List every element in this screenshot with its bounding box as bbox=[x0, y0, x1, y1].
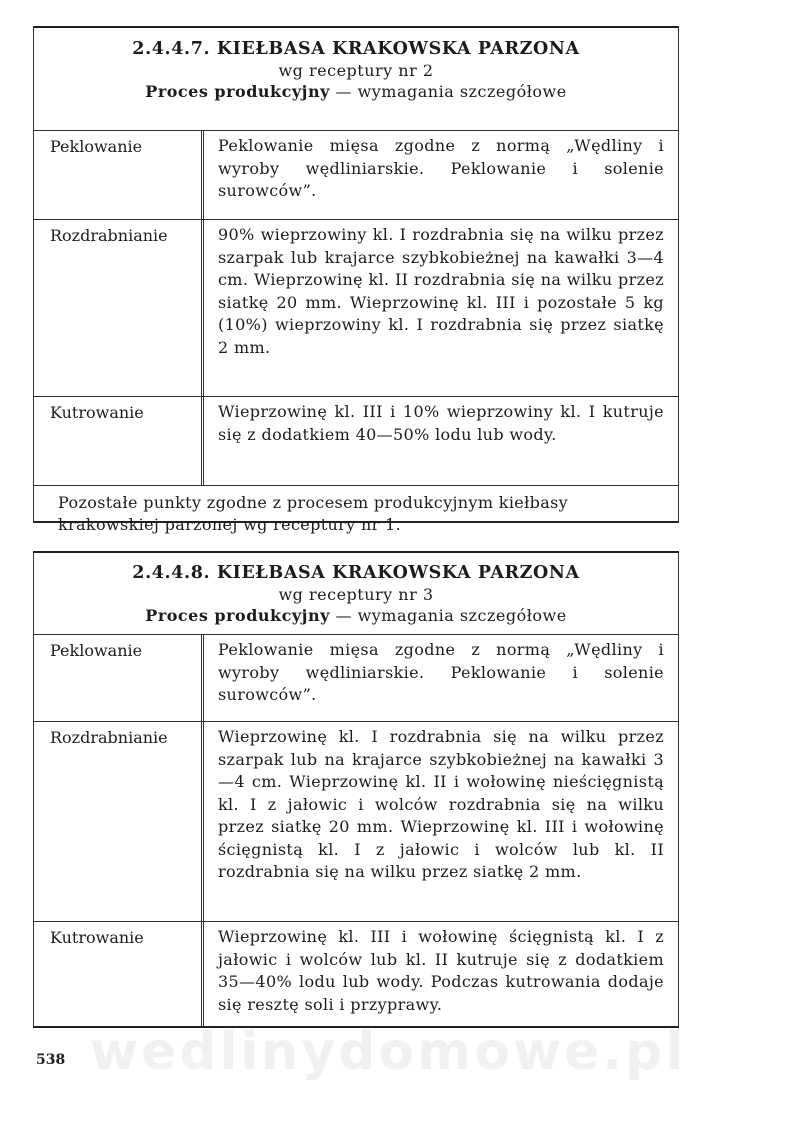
section-caption: Proces produkcyjny — wymagania szczegółowe bbox=[145, 82, 567, 101]
row-label: Rozdrabnianie bbox=[34, 220, 204, 396]
section-title: 2.4.4.7. KIEŁBASA KRAKOWSKA PARZONA bbox=[132, 39, 580, 59]
table-row bbox=[34, 922, 678, 1026]
table-row bbox=[34, 131, 678, 220]
recipe-table-2 bbox=[33, 26, 679, 534]
row-text: Wieprzowinę kl. III i 10% wieprzowiny kl. I kutruje się z dodatkiem 40—50% lodu lub wody. bbox=[218, 402, 664, 444]
table-row bbox=[34, 397, 678, 486]
table-row bbox=[34, 635, 678, 722]
section-subtitle: wg receptury nr 2 bbox=[278, 61, 434, 80]
row-label: Kutrowanie bbox=[34, 922, 204, 1026]
row-text: Peklowanie mięsa zgodne z normą „Wędliny i wyroby wędliniarskie. Peklowanie i solenie surowców”. bbox=[218, 136, 664, 200]
table-footer-note: Pozostałe punkty zgodne z procesem produkcyjnym kiełbasy krakowskiej parzonej wg receptury nr 1. bbox=[58, 493, 569, 534]
row-label: Peklowanie bbox=[34, 131, 204, 219]
row-label: Peklowanie bbox=[34, 635, 204, 721]
row-text: Peklowanie mięsa zgodne z normą „Wędliny i wyroby wędliniarskie. Peklowanie i solenie surowców”. bbox=[218, 640, 664, 704]
row-label: Rozdrabnianie bbox=[34, 722, 204, 921]
row-text: Wieprzowinę kl. III i wołowinę ścięgnistą kl. I z jałowic i wolców lub kl. II kutruje się z dodatkiem 35—40% lodu lub wody. Podczas kutrowania dodaje się resztę soli i przyprawy. bbox=[218, 927, 664, 1014]
table-header bbox=[34, 553, 678, 635]
section-subtitle: wg receptury nr 3 bbox=[278, 585, 434, 604]
recipe-table-3 bbox=[33, 551, 679, 1028]
row-text: Wieprzowinę kl. I rozdrabnia się na wilku przez szarpak lub na krajarce szybkobieżnej na kawałki 3—4 cm. Wieprzowinę kl. II i wołowinę nieścięgnistą kl. I z jałowic i wolców rozdrabnia się na wilku przez siatkę 20 mm. Wieprzowinę kl. III i wołowinę ścięgnistą kl. I z jałowic i wolców lub kl. II rozdrabnia się na wilku przez siatkę 2 mm. bbox=[218, 727, 664, 881]
table-row bbox=[34, 220, 678, 397]
row-text: 90% wieprzowiny kl. I rozdrabnia się na wilku przez szarpak lub krajarce szybkobieżnej na kawałki 3—4 cm. Wieprzowinę kl. II rozdrabnia się na wilku przez siatkę 20 mm. Wieprzowinę kl. III i pozostałe 5 kg (10%) wieprzowiny kl. I rozdrabnia się przez siatkę 2 mm. bbox=[218, 225, 664, 357]
page-number: 538 bbox=[36, 1052, 66, 1068]
table-row bbox=[34, 722, 678, 922]
row-label: Kutrowanie bbox=[34, 397, 204, 485]
section-title: 2.4.4.8. KIEŁBASA KRAKOWSKA PARZONA bbox=[132, 563, 580, 583]
section-caption: Proces produkcyjny — wymagania szczegółowe bbox=[145, 606, 567, 625]
table-header bbox=[34, 28, 678, 131]
watermark: wedlinydomowe.pl bbox=[90, 1022, 687, 1082]
